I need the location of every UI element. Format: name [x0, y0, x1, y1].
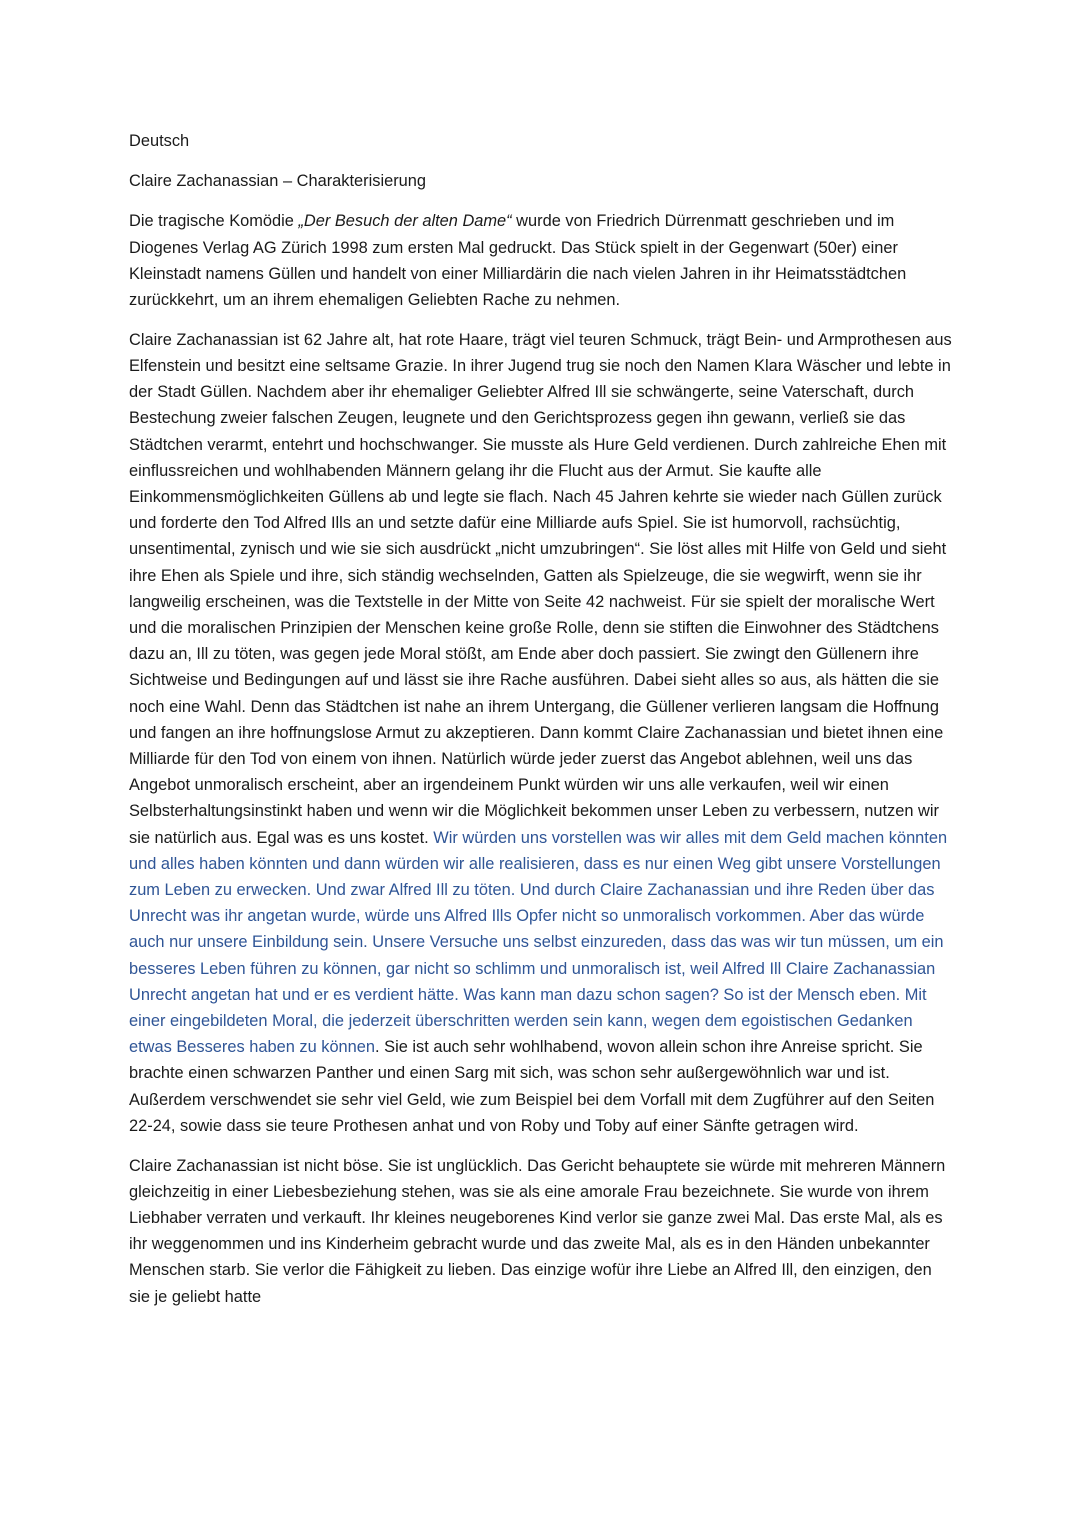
conclusion-paragraph: Claire Zachanassian ist nicht böse. Sie ist unglücklich. Das Gericht behauptete sie würde mit mehreren Männern gleichzeitig in einer Liebesbeziehung stehen, was sie als eine amorale Frau bezeichnete. Sie wurde von ihrem Liebhaber verraten und verkauft. Ihr kleines neugeborenes Kind verlor sie ganze zwei Mal. Das erste Mal, als es ihr weggenommen und ins Kinderheim gebracht wurde und das zweite Mal, als es in den Händen unbekannter Menschen starb. Sie verlor die Fähigkeit zu lieben. Das einzige wofür ihre Liebe an Alfred Ill, den einzigen, den sie je geliebt hatte: [129, 1156, 946, 1306]
intro-paragraph: [129, 208, 953, 313]
subject-label: Deutsch: [129, 132, 190, 150]
characterization-text-b: . Sie ist auch sehr wohlhabend, wovon allein schon ihre Anreise spricht. Sie brachte einen schwarzen Panther und einen Sarg mit sich, was schon sehr außergewöhnlich war und ist. Außerdem verschwendet sie sehr viel Geld, wie zum Beispiel bei dem Vorfall mit dem Zugführer auf den Seiten 22-24, sowie dass sie teure Prothesen anhat und von Roby und Toby auf einer Sänfte getragen wird.: [129, 1038, 935, 1135]
intro-text-before: Die tragische Komödie: [129, 212, 299, 231]
highlighted-passage: Wir würden uns vorstellen was wir alles mit dem Geld machen könnten und alles haben könnten und dann würden wir alle realisieren, dass es nur einen Weg gibt unsere Vorstellungen zum Leben zu erwecken. Und zwar Alfred Ill zu töten. Und durch Claire Zachanassian und ihre Reden über das Unrecht was ihr angetan wurde, würde uns Alfred Ills Opfer nicht so unmoralisch vorkommen. Aber das würde auch nur unsere Einbildung sein. Unsere Versuche uns selbst einzureden, dass das was wir tun müssen, um ein besseres Leben führen zu können, gar nicht so schlimm und unmoralisch ist, weil Alfred Ill Claire Zachanassian Unrecht angetan hat und er es verdient hätte. Was kann man dazu schon sagen? So ist der Mensch eben. Mit einer eingebildeten Moral, die jederzeit überschritten werden sein kann, wegen dem egoistischen Gedanken etwas Besseres haben zu können: [129, 828, 948, 1057]
characterization-paragraph: [129, 327, 953, 1139]
document-title: Claire Zachanassian – Charakterisierung: [129, 172, 427, 191]
intro-text-after: wurde von Friedrich Dürrenmatt geschrieben und im Diogenes Verlag AG Zürich 1998 zum ersten Mal gedruckt. Das Stück spielt in der Gegenwart (50er) einer Kleinstadt namens Güllen und handelt von einer Milliardärin die nach vielen Jahren in ihr Heimatsstädtchen zurückkehrt, um an ihrem ehemaligen Geliebten Rache zu nehmen.: [129, 212, 907, 310]
characterization-text-a: Claire Zachanassian ist 62 Jahre alt, hat rote Haare, trägt viel teuren Schmuck, trägt Bein- und Armprothesen aus Elfenstein und besitzt eine seltsame Grazie. In ihrer Jugend trug sie noch den Namen Klara Wäscher und lebte in der Stadt Güllen. Nachdem aber ihr ehemaliger Geliebter Alfred Ill sie schwängerte, seine Vaterschaft, durch Bestechung zweier falschen Zeugen, leugnete und den Gerichtsprozess gegen ihn gewann, verließ sie das Städtchen verarmt, entehrt und hochschwanger. Sie musste als Hure Geld verdienen. Durch zahlreiche Ehen mit einflussreichen und wohlhabenden Männern gelang ihr die Flucht aus der Armut. Sie kaufte alle Einkommensmöglichkeiten Güllens ab und legte sie flach. Nach 45 Jahren kehrte sie wieder nach Güllen zurück und forderte den Tod Alfred Ills an und setzte dafür eine Milliarde aufs Spiel. Sie ist humorvoll, rachsüchtig, unsentimental, zynisch und wie sie sich ausdrückt „nicht umzubringen“. Sie löst alles mit Hilfe von Geld und sieht ihre Ehen als Spiele und ihre, sich ständig wechselnden, Gatten als Spielzeuge, die sie wegwirft, wenn sie ihr langweilig erscheinen, was die Textstelle in der Mitte von Seite 42 nachweist. Für sie spielt der moralische Wert und die moralischen Prinzipien der Menschen keine große Rolle, denn sie stiften die Einwohner des Städtchens dazu an, Ill zu töten, was gegen jede Moral stößt, am Ende aber doch passiert. Sie zwingt den Güllenern ihre Sichtweise und Bedingungen auf und lässt sie ihre Rache ausführen. Dabei sieht alles so aus, als hätten die sie noch eine Wahl. Denn das Städtchen ist nahe an ihrem Untergang, die Güllener verlieren langsam die Hoffnung und fangen an ihre hoffnungslose Armut zu akzeptieren. Dann kommt Claire Zachanassian und bietet ihnen eine Milliarde für den Tod von einem von ihnen. Natürlich würde jeder zuerst das Angebot ablehnen, weil uns das Angebot unmoralisch erscheint, aber an irgendeinem Punkt würden wir uns alle verkaufen, weil wir einen Selbsterhaltungsinstinkt haben und wenn wir die Möglichkeit bekommen unser Leben zu verbessern, nutzen wir sie natürlich aus. Egal was es uns kostet.: [129, 330, 952, 847]
document-page: [129, 128, 953, 1323]
work-title: „Der Besuch der alten Dame“: [298, 212, 512, 231]
